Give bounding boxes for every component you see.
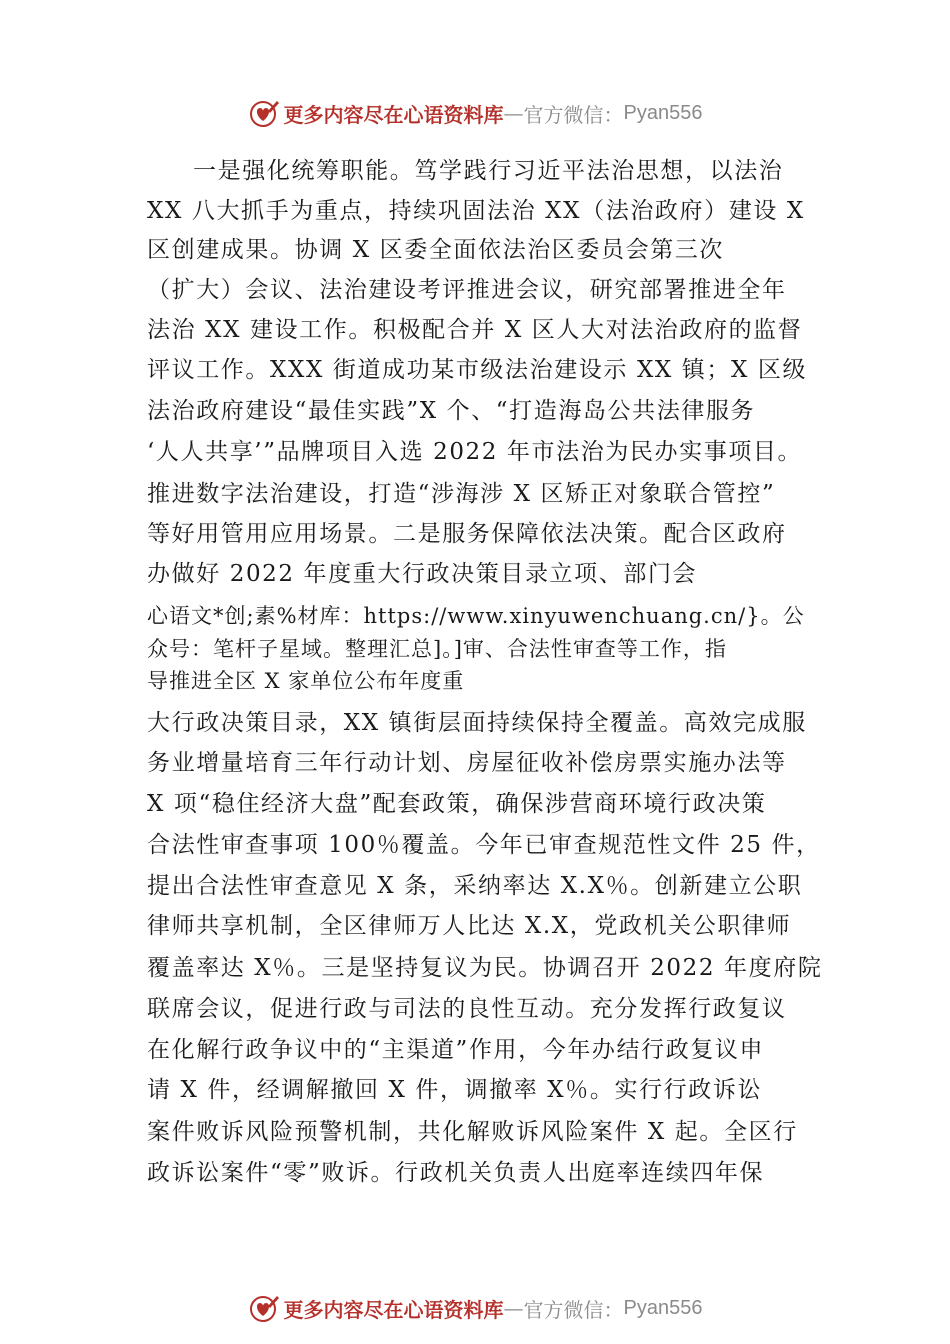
text-line: 在化解行政争议中的“主渠道”作用，今年办结行政复议申 [147, 1037, 765, 1063]
banner-separator: — [503, 101, 524, 125]
text-line: 评议工作。XXX 街道成功某市级法治建设示 XX 镇；X 区级 [147, 357, 808, 383]
text-line: 等好用管用应用场景。二是服务保障依法决策。配合区政府 [147, 521, 787, 547]
banner-brand-text: 更多内容尽在心语资料库 [283, 1297, 504, 1322]
text-line: ‘人人共享’”品牌项目入选 2022 年市法治为民办实事项目。 [147, 439, 803, 465]
banner-brand-text: 更多内容尽在心语资料库 [283, 102, 504, 127]
heart-pen-logo-icon [248, 1292, 280, 1324]
text-line: 法治政府建设“最佳实践”X 个、“打造海岛公共法律服务 [147, 398, 756, 424]
banner-official-label: 官方微信： [523, 1297, 624, 1322]
text-line: 推进数字法治建设，打造“涉海涉 X 区矫正对象联合管控” [147, 481, 776, 507]
banner-separator: — [503, 1296, 524, 1320]
text-line: 覆盖率达 X％。三是坚持复议为民。协调召开 2022 年度府院 [147, 955, 823, 981]
text-line: 务业增量培育三年行动计划、房屋征收补偿房票实施办法等 [147, 750, 787, 776]
text-line: 法治 XX 建设工作。积极配合并 X 区人大对法治政府的监督 [147, 317, 803, 343]
text-line: 导推进全区 X 家单位公布年度重 [147, 669, 465, 693]
text-line: 政诉讼案件“零”败诉。行政机关负责人出庭率连续四年保 [147, 1160, 765, 1186]
text-line: 众号：笔杆子星域。整理汇总]。]审、合法性审查等工作，指 [147, 637, 727, 661]
text-line: 区创建成果。协调 X 区委全面依法治区委员会第三次 [147, 237, 724, 263]
banner-official-label: 官方微信： [523, 102, 624, 127]
text-line: 律师共享机制，全区律师万人比达 X.X，党政机关公职律师 [147, 913, 792, 939]
text-line: 请 X 件，经调解撤回 X 件，调撤率 X％。实行行政诉讼 [147, 1077, 763, 1103]
text-line: 一是强化统筹职能。笃学践行习近平法治思想，以法治 [193, 158, 784, 184]
text-line-watermark: 心语文*创;素%材库：https://www.xinyuwenchuang.cn/}。公 [147, 604, 805, 628]
text-line: 联席会议，促进行政与司法的良性互动。充分发挥行政复议 [147, 996, 787, 1022]
text-line: 提出合法性审查意见 X 条，采纳率达 X.X％。创新建立公职 [147, 873, 803, 899]
text-line: （扩大）会议、法治建设考评推进会议，研究部署推进全年 [147, 277, 787, 303]
banner-wechat-id: Pyan556 [623, 101, 703, 124]
text-line: 办做好 2022 年度重大行政决策目录立项、部门会 [147, 561, 698, 587]
footer-banner [0, 1288, 950, 1328]
text-line: X 项“稳住经济大盘”配套政策，确保涉营商环境行政决策 [147, 791, 767, 817]
text-line: 案件败诉风险预警机制，共化解败诉风险案件 X 起。全区行 [147, 1119, 798, 1145]
text-line: XX 八大抓手为重点，持续巩固法治 XX（法治政府）建设 X [147, 198, 805, 224]
text-line: 合法性审查事项 100％覆盖。今年已审查规范性文件 25 件， [147, 832, 821, 858]
banner-wechat-id: Pyan556 [623, 1296, 703, 1319]
text-line: 大行政决策目录，XX 镇街层面持续保持全覆盖。高效完成服 [147, 710, 807, 736]
